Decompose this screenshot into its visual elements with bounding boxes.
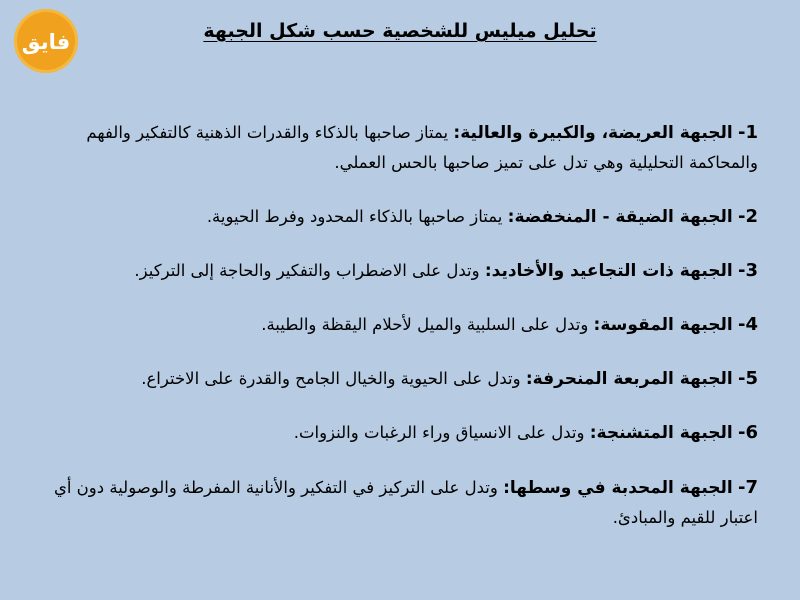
- item-description: وتدل على التركيز في التفكير والأنانية المفرطة والوصولية دون أي اعتبار للقيم والمبادئ.: [53, 478, 758, 527]
- list-item-3: [46, 257, 758, 285]
- logo: [14, 9, 78, 73]
- item-term: الجبهة العريضة، والكبيرة والعالية:: [453, 123, 733, 143]
- item-number: 7-: [737, 477, 758, 498]
- page-title: تحليل ميليس للشخصية حسب شكل الجبهة: [203, 20, 597, 42]
- list-item-2: [46, 203, 758, 231]
- item-term: الجبهة المربعة المنحرفة:: [525, 369, 733, 389]
- list-item-6: [46, 419, 758, 447]
- list-item-4: [46, 311, 758, 339]
- item-number: 5-: [737, 368, 758, 389]
- item-description: وتدل على الاضطراب والتفكير والحاجة إلى التركيز.: [134, 261, 480, 280]
- item-term: الجبهة المحدبة في وسطها:: [503, 478, 733, 498]
- item-number: 6-: [737, 422, 758, 443]
- list-item-7: [46, 473, 758, 532]
- item-term: الجبهة ذات التجاعيد والأخاديد:: [484, 261, 733, 281]
- logo-text: فايق: [21, 29, 71, 54]
- item-term: الجبهة الضيقة - المنخفضة:: [507, 207, 733, 227]
- item-number: 3-: [737, 260, 758, 281]
- item-number: 1-: [737, 122, 758, 143]
- item-number: 4-: [737, 314, 758, 335]
- item-description: يمتاز صاحبها بالذكاء المحدود وفرط الحيوية.: [206, 207, 503, 226]
- item-description: وتدل على الانسياق وراء الرغبات والنزوات.: [293, 423, 585, 442]
- content-list: [46, 118, 758, 558]
- item-number: 2-: [737, 206, 758, 227]
- list-item-5: [46, 365, 758, 393]
- item-term: الجبهة المقوسة:: [593, 315, 733, 335]
- item-term: الجبهة المتشنجة:: [589, 423, 733, 443]
- item-description: وتدل على الحيوية والخيال الجامح والقدرة على الاختراع.: [141, 369, 521, 388]
- item-description: وتدل على السلبية والميل لأحلام اليقظة والطيبة.: [261, 315, 589, 334]
- list-item-1: [46, 118, 758, 177]
- item-description: يمتاز صاحبها بالذكاء والقدرات الذهنية كالتفكير والفهم والمحاكمة التحليلية وهي تدل على تميز صاحبها بالحس العملي.: [86, 123, 758, 172]
